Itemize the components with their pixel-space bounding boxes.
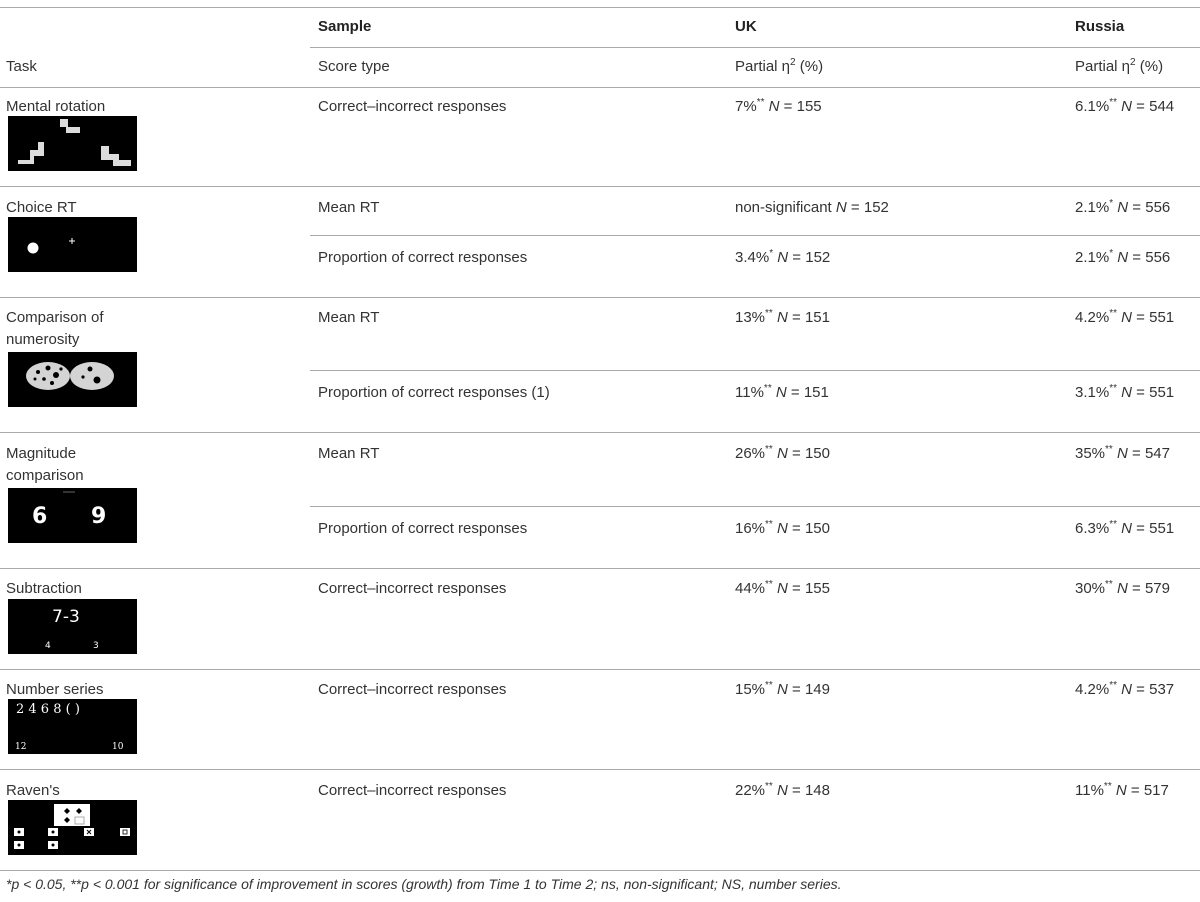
uk-value: 22%** N = 148 [735,781,830,799]
row-divider [0,186,1200,187]
russia-value: 11%** N = 517 [1075,781,1169,799]
uk-value: 15%** N = 149 [735,680,830,698]
row-divider [0,568,1200,569]
russia-value: 2.1%* N = 556 [1075,248,1171,266]
header-partial-eta-uk: Partial $\eta^2$ (%) [735,57,824,75]
russia-value: 30%** N = 579 [1075,579,1170,597]
number-series-option-right: 10 [112,742,124,752]
task-label: Subtraction [6,580,82,597]
header-score-type: Score type [318,58,390,75]
uk-value: 7%** N = 155 [735,97,822,115]
magnitude-right-digit: 9 [91,504,107,529]
russia-value: 35%** N = 547 [1075,444,1170,462]
mental-rotation-stimulus-image [8,116,137,171]
ravens-stimulus-image [8,800,137,855]
table-footnote: *p < 0.05, **p < 0.001 for significance of improvement in scores (growth) from Time 1 to Time 2; ns, non-significant; NS, number series. [6,876,842,892]
russia-value: 6.1%** N = 544 [1075,97,1175,115]
task-label: Mental rotation [6,98,106,115]
header-partial-eta-russia: Partial $\eta^2$ (%) [1075,57,1164,75]
score-type: Correct–incorrect responses [318,98,507,115]
subtraction-option-left: 4 [45,641,51,651]
uk-value: 13%** N = 151 [735,308,830,326]
task-label-line2: numerosity [6,331,80,348]
uk-value: 11%** N = 151 [735,383,829,401]
row-divider [0,297,1200,298]
task-label: Choice RT [6,199,77,216]
score-type: Proportion of correct responses [318,249,528,266]
subtraction-problem: 7-3 [52,607,80,627]
score-type: Mean RT [318,199,380,216]
uk-value: 16%** N = 150 [735,519,830,537]
russia-value: 3.1%** N = 551 [1075,383,1175,401]
score-type: Proportion of correct responses [318,520,528,537]
task-label: Comparison of [6,309,104,326]
sub-row-divider [310,370,1200,371]
russia-value: 4.2%** N = 537 [1075,680,1175,698]
header-task: Task [6,58,37,75]
sub-row-divider [310,506,1200,507]
numerosity-stimulus-image [8,352,137,407]
row-divider [0,769,1200,770]
uk-value: 26%** N = 150 [735,444,830,462]
score-type: Mean RT [318,309,380,326]
number-series-sequence: 2 4 6 8 ( ) [16,702,80,717]
sub-row-divider [310,235,1200,236]
score-type: Correct–incorrect responses [318,782,507,799]
score-type: Correct–incorrect responses [318,681,507,698]
choice-rt-stimulus-image [8,217,137,272]
score-type: Proportion of correct responses (1) [318,384,550,401]
table-bottom-rule [0,870,1200,871]
uk-value: 3.4%* N = 152 [735,248,831,266]
header-divider [310,47,1200,48]
task-label-line2: comparison [6,467,84,484]
task-label: Raven's [6,782,60,799]
russia-value: 2.1%* N = 556 [1075,198,1171,216]
uk-value: non-significant N = 152 [735,199,889,216]
header-sample: Sample [318,18,372,35]
header-russia: Russia [1075,18,1125,35]
subtraction-stimulus-image [8,599,137,654]
table-top-rule [0,7,1200,8]
score-type: Correct–incorrect responses [318,580,507,597]
header-bottom-rule [0,87,1200,88]
score-type: Mean RT [318,445,380,462]
uk-value: 44%** N = 155 [735,579,830,597]
subtraction-option-right: 3 [93,641,99,651]
russia-value: 6.3%** N = 551 [1075,519,1175,537]
magnitude-left-digit: 6 [32,504,48,529]
number-series-stimulus-image [8,699,137,754]
row-divider [0,432,1200,433]
row-divider [0,669,1200,670]
russia-value: 4.2%** N = 551 [1075,308,1175,326]
header-uk: UK [735,18,757,35]
task-label: Magnitude [6,445,77,462]
number-series-option-left: 12 [15,742,27,752]
task-label: Number series [6,681,104,698]
magnitude-stimulus-image [8,488,137,543]
